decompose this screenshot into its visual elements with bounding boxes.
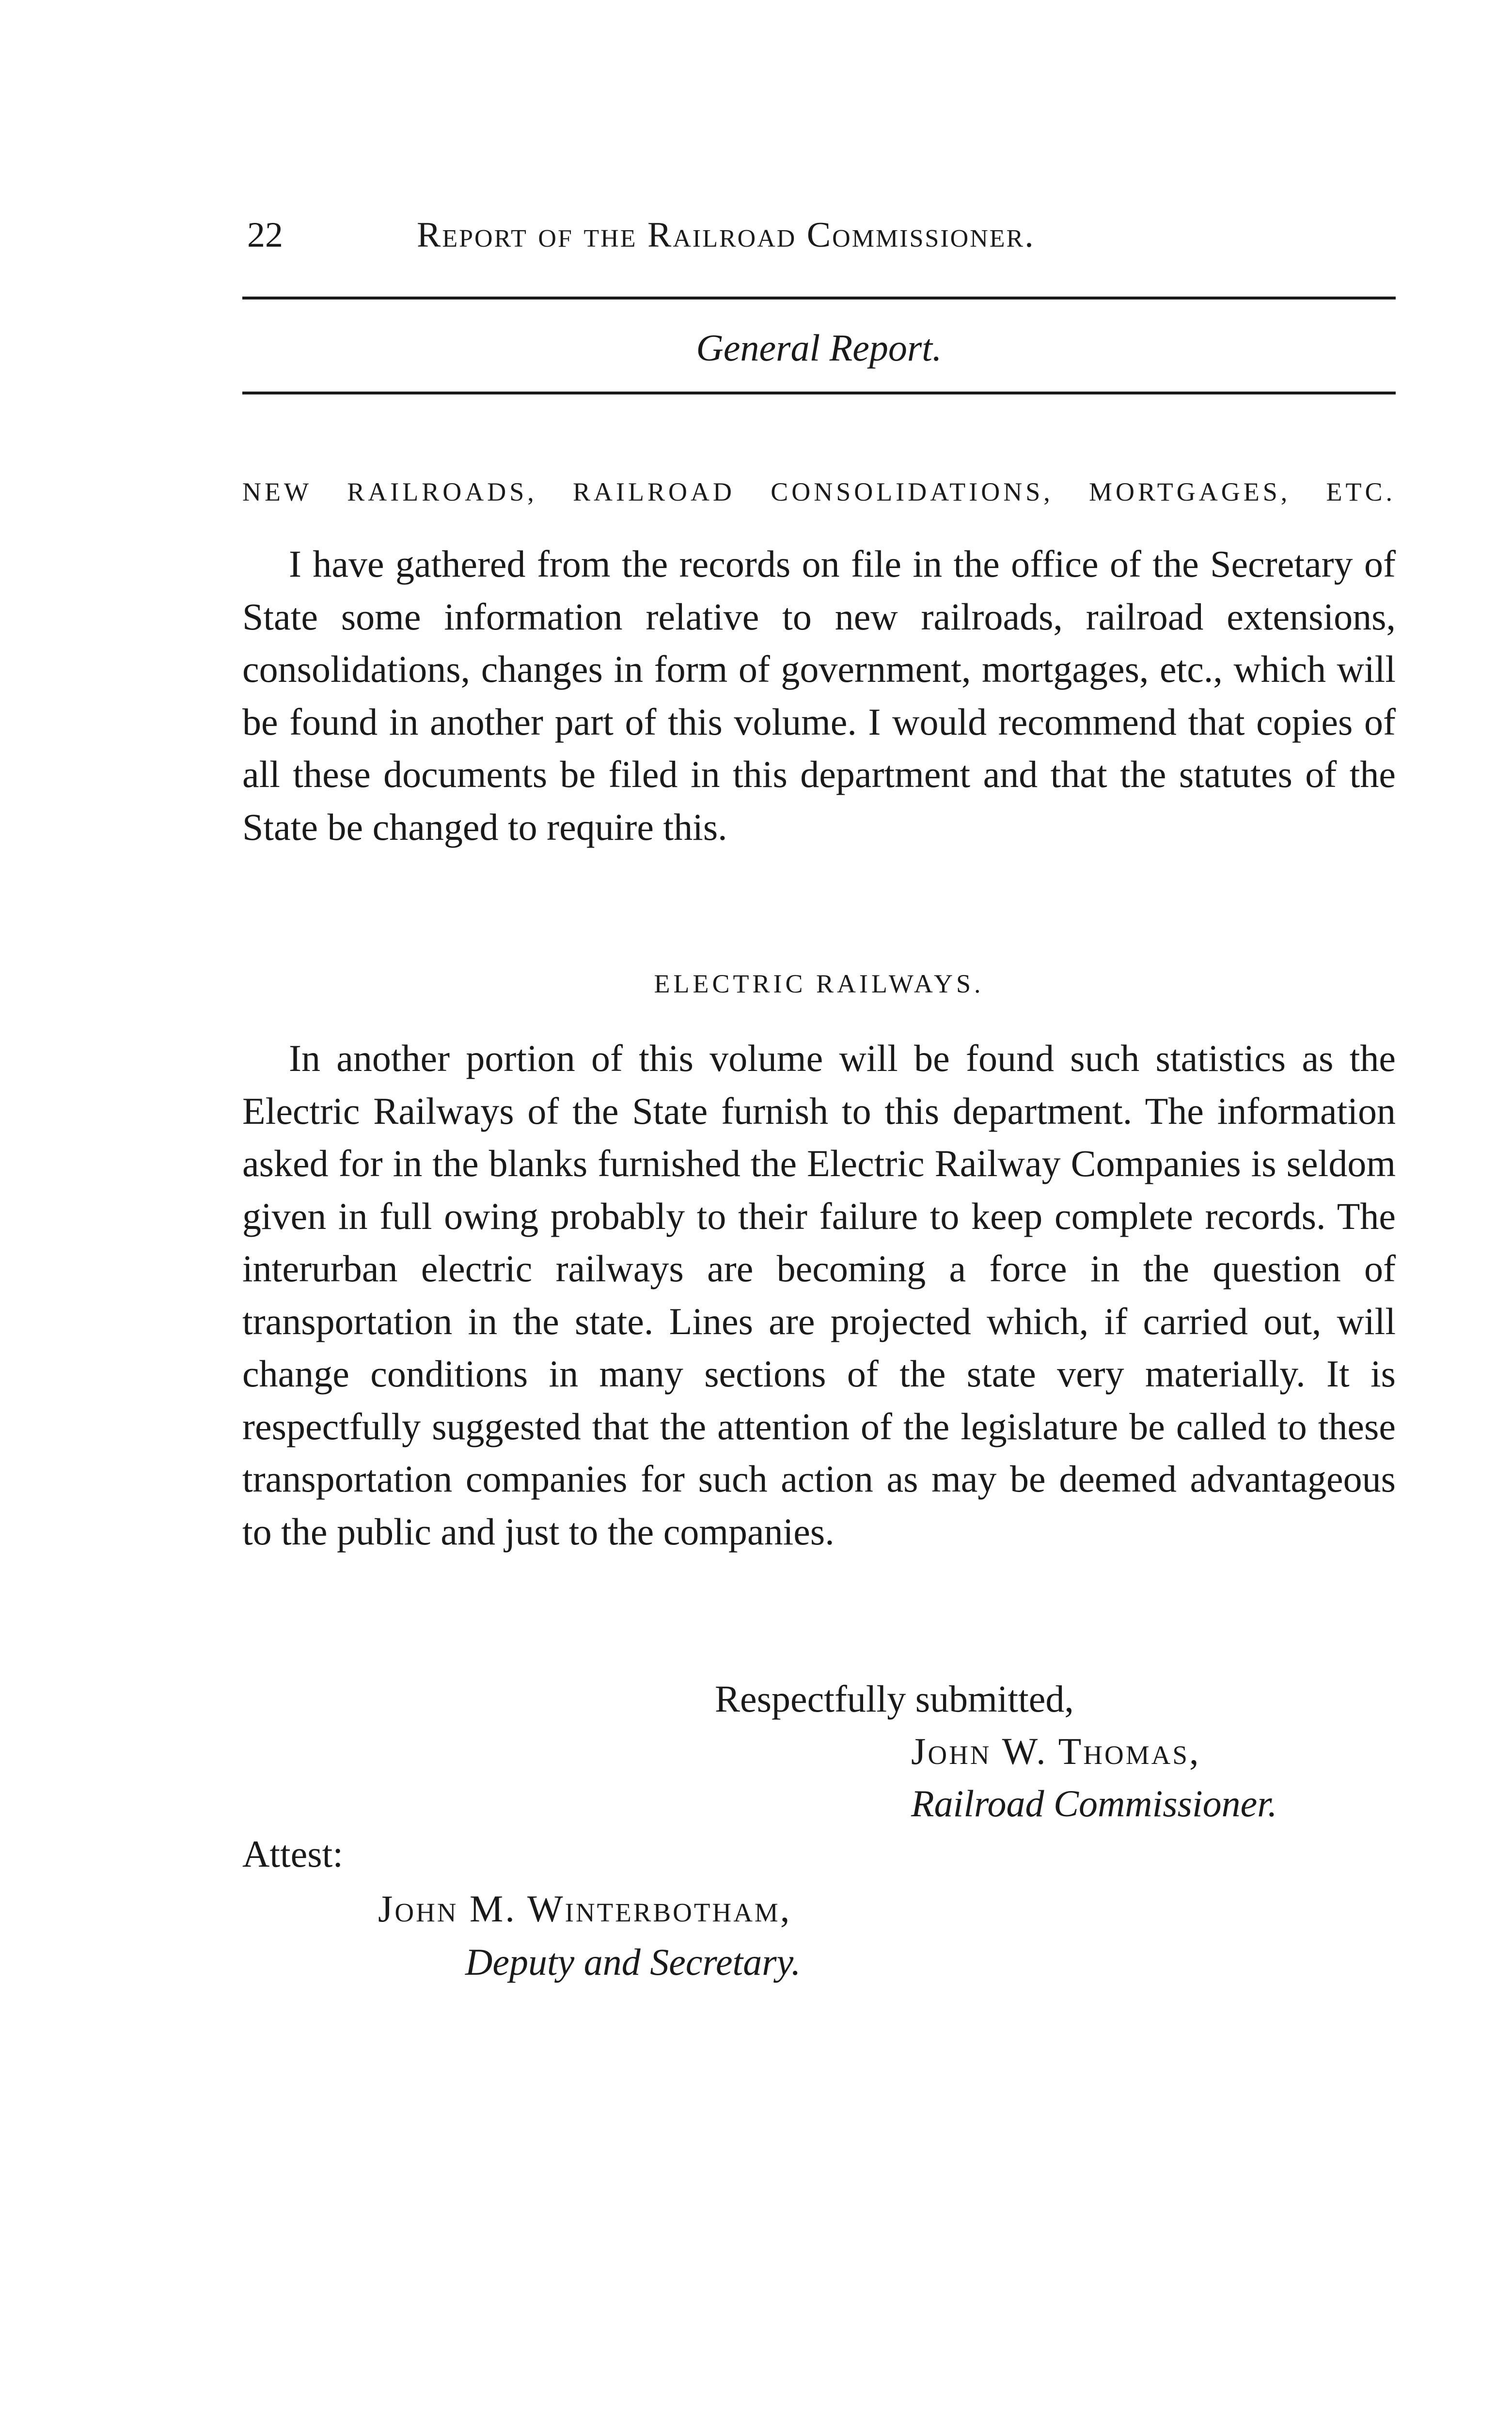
top-divider (242, 297, 1396, 299)
page-number: 22 (247, 215, 283, 255)
running-head (247, 208, 1396, 262)
attester-title: Deputy and Secretary. (465, 1941, 801, 1983)
paragraph-electric-railways: In another portion of this volume will be found such statistics as the Electric Railways of the State furnish to this department. The information asked for in the blanks furnished the Electric Railway Companies is seldom given in full owing probably to their failure to keep complete records. The interurban electric railways are becoming a force in the question of transportation in the state. Lines are projected which, if carried out, will change conditions in many sections of the state very materially. It is respectfully suggested that the attention of the legislature be called to these transportation companies for such action as may be deemed advantageous to the public and just to the companies. (242, 1037, 1396, 1553)
running-title: Report of the Railroad Commissioner. (417, 215, 1035, 255)
signer-title: Railroad Commissioner. (911, 1782, 1277, 1825)
heading-new-railroads: NEW RAILROADS, RAILROAD CONSOLIDATIONS, MORTGAGES, ETC. (242, 477, 1396, 506)
section-label: General Report. (696, 327, 942, 369)
signer-name: John W. Thomas, (911, 1730, 1201, 1772)
paragraph-new-railroads: I have gathered from the records on file in the office of the Secretary of State some information relative to new railroads, railroad extensions, consolidations, changes in form of government, mortgages, etc., which will be found in another part of this volume. I would recommend that copies of all these documents be filed in this department and that the statutes of the State be changed to require this. (242, 543, 1396, 848)
closing-line: Respectfully submitted, (715, 1678, 1074, 1720)
bottom-divider (242, 392, 1396, 394)
attester-name: John M. Winterbotham, (378, 1888, 792, 1930)
heading-electric-railways: ELECTRIC RAILWAYS. (654, 969, 984, 998)
attest-label: Attest: (242, 1833, 343, 1875)
